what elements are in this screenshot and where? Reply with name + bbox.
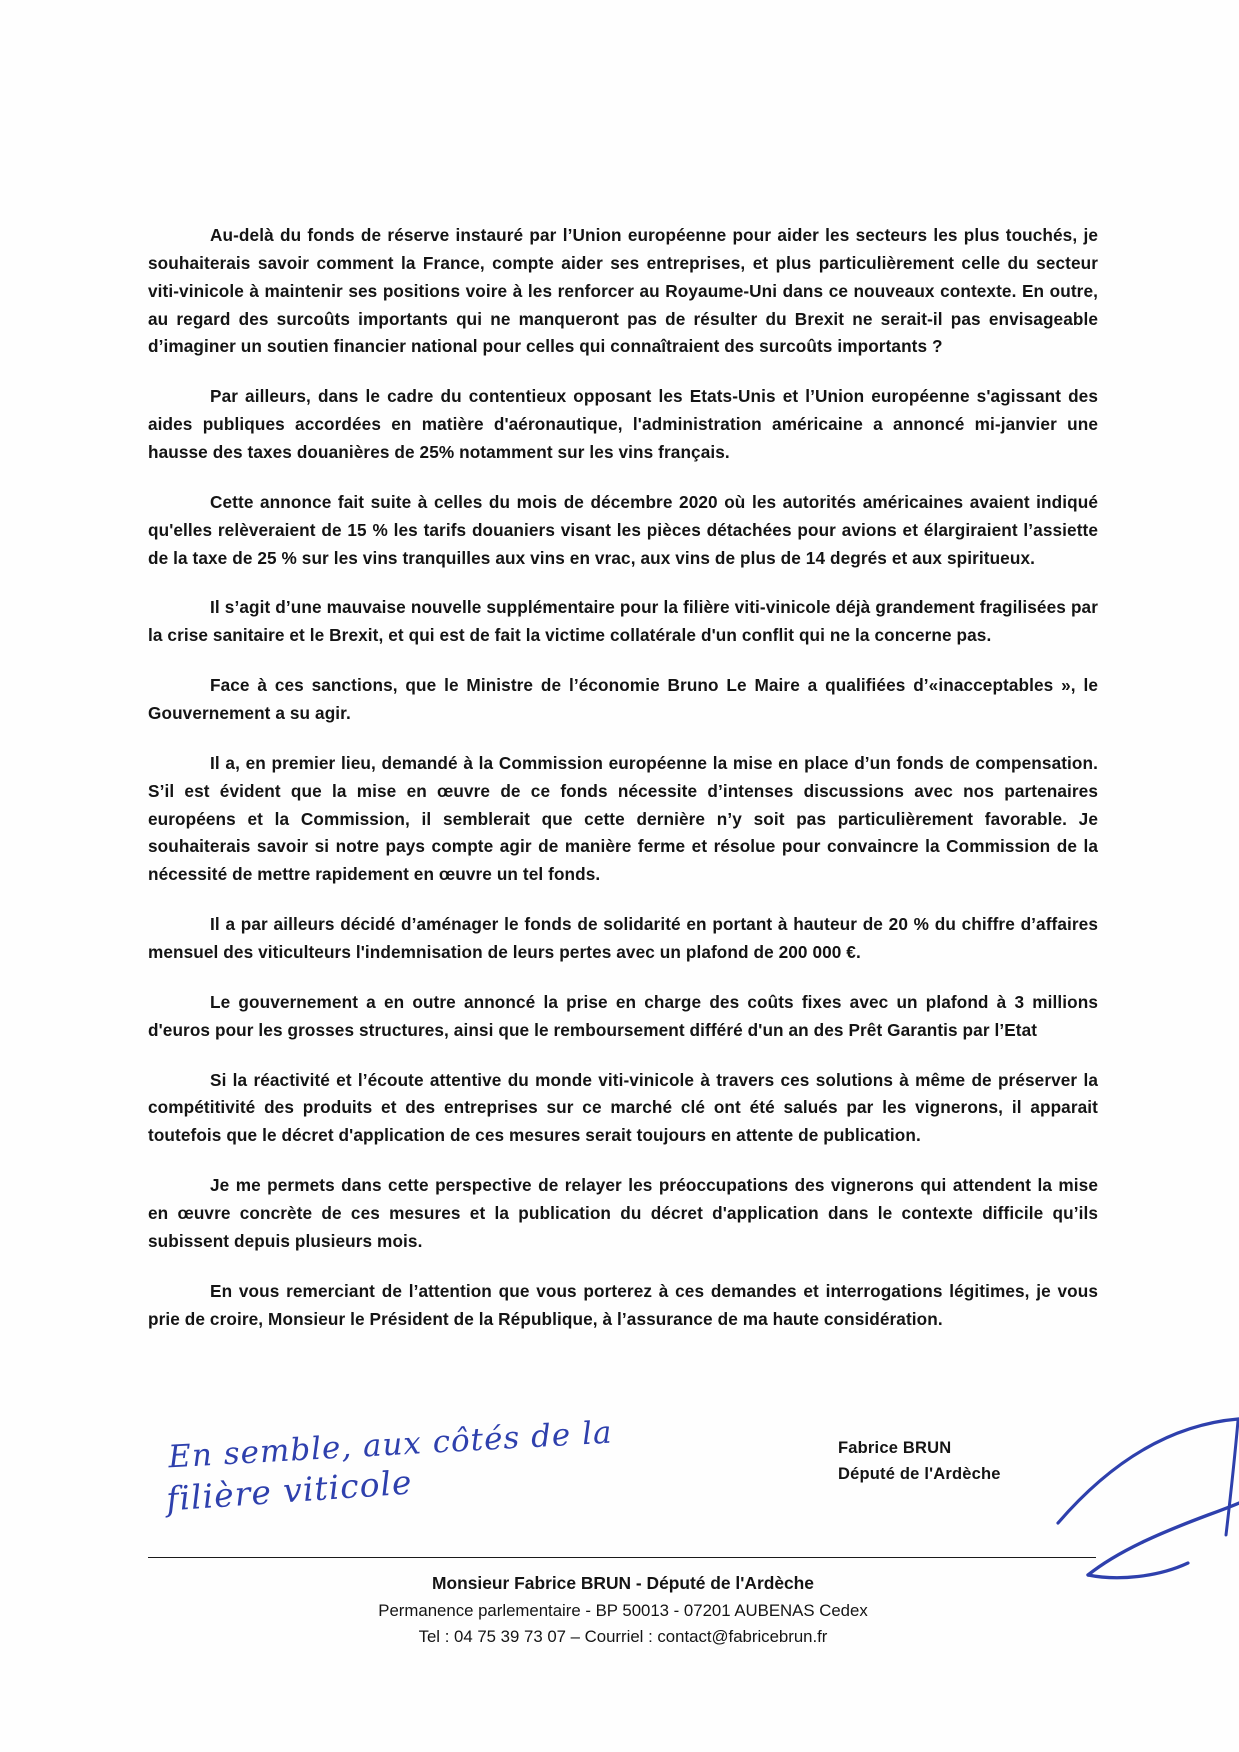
handwritten-line-1: En semble, aux côtés de la xyxy=(167,1414,614,1476)
footer-line-name: Monsieur Fabrice BRUN - Député de l'Ardèche xyxy=(432,1573,814,1593)
signature-scribble-icon xyxy=(1048,1405,1239,1595)
paragraph: Si la réactivité et l’écoute attentive du monde viti-vinicole à travers ces solutions à même de préserver la compétitivité des produits et des entreprises sur ce marché clé ont été salués par les vignerons, il apparait toutefois que le décret d'application de ces mesures serait toujours en attente de publication. xyxy=(148,1069,1098,1146)
paragraph: En vous remerciant de l’attention que vous porterez à ces demandes et interrogations légitimes, je vous prie de croire, Monsieur le Président de la République, à l’assurance de ma haute considération. xyxy=(148,1280,1098,1329)
paragraph: Je me permets dans cette perspective de relayer les préoccupations des vignerons qui attendent la mise en œuvre concrète de ces mesures et la publication du décret d'application dans le contexte difficile qu’ils subissent depuis plusieurs mois. xyxy=(148,1175,1098,1251)
paragraph: Par ailleurs, dans le cadre du contentieux opposant les Etats-Unis et l’Union européenne s'agissant des aides publiques accordées en matière d'aéronautique, l'administration américaine a annoncé mi-janvier une hausse des taxes douanières de 25% notamment sur les vins français. xyxy=(148,386,1098,463)
letter-body xyxy=(148,222,1098,1334)
footer-divider xyxy=(148,1557,1096,1558)
signature-block xyxy=(148,1414,1098,1560)
footer-line-address: Permanence parlementaire - BP 50013 - 07201 AUBENAS Cedex xyxy=(378,1600,868,1620)
paragraph: Il a, en premier lieu, demandé à la Commission européenne la mise en place d’un fonds de compensation. S’il est évident que la mise en œuvre de ce fonds nécessite d’intenses discussions avec nos partenaires européens et la Commission, il semblerait que cette dernière n’y soit pas particulièrement favorable. Je souhaiterais savoir si notre pays compte agir de manière ferme et résolue pour convaincre la Commission de la nécessité de mettre rapidement en œuvre un tel fonds. xyxy=(148,752,1098,885)
footer-line-contact: Tel : 04 75 39 73 07 – Courriel : contact@fabricebrun.fr xyxy=(418,1627,828,1647)
paragraph: Face à ces sanctions, que le Ministre de l’économie Bruno Le Maire a qualifiées d’«inacceptables », le Gouvernement a su agir. xyxy=(148,675,1098,724)
signatory-role: Député de l'Ardèche xyxy=(838,1465,1001,1483)
handwritten-line-2: filière viticole xyxy=(164,1462,414,1519)
paragraph: Le gouvernement a en outre annoncé la prise en charge des coûts fixes avec un plafond à 3 millions d'euros pour les grosses structures, ainsi que le remboursement différé d'un an des Prêt Garantis par l’Etat xyxy=(148,991,1098,1040)
handwritten-note xyxy=(148,1414,668,1545)
letter-footer xyxy=(148,1570,1098,1651)
paragraph: Il s’agit d’une mauvaise nouvelle supplémentaire pour la filière viti-vinicole déjà grandement fragilisées par la crise sanitaire et le Brexit, et qui est de fait la victime collatérale d'un conflit qui ne la concerne pas. xyxy=(148,597,1098,646)
signatory-name: Fabrice BRUN xyxy=(838,1439,952,1457)
paragraph: Cette annonce fait suite à celles du mois de décembre 2020 où les autorités américaines avaient indiqué qu'elles relèveraient de 15 % les tarifs douaniers visant les pièces détachées pour avions et élargiraient l’assiette de la taxe de 25 % sur les vins tranquilles aux vins en vrac, aux vins de plus de 14 degrés et aux spiritueux. xyxy=(148,491,1098,568)
paragraph: Il a par ailleurs décidé d’aménager le fonds de solidarité en portant à hauteur de 20 % du chiffre d’affaires mensuel des viticulteurs l'indemnisation de leurs pertes avec un plafond de 200 000 €. xyxy=(148,914,1098,963)
paragraph: Au-delà du fonds de réserve instauré par l’Union européenne pour aider les secteurs les plus touchés, je souhaiterais savoir comment la France, compte aider ses entreprises, et plus particulièrement celle du secteur viti-vinicole à maintenir ses positions voire à les renforcer au Royaume-Uni dans ce nouveaux contexte. En outre, au regard des surcoûts importants qui ne manqueront pas de résulter du Brexit ne serait-il pas envisageable d’imaginer un soutien financier national pour celles qui connaîtraient des surcoûts importants ? xyxy=(148,225,1098,357)
